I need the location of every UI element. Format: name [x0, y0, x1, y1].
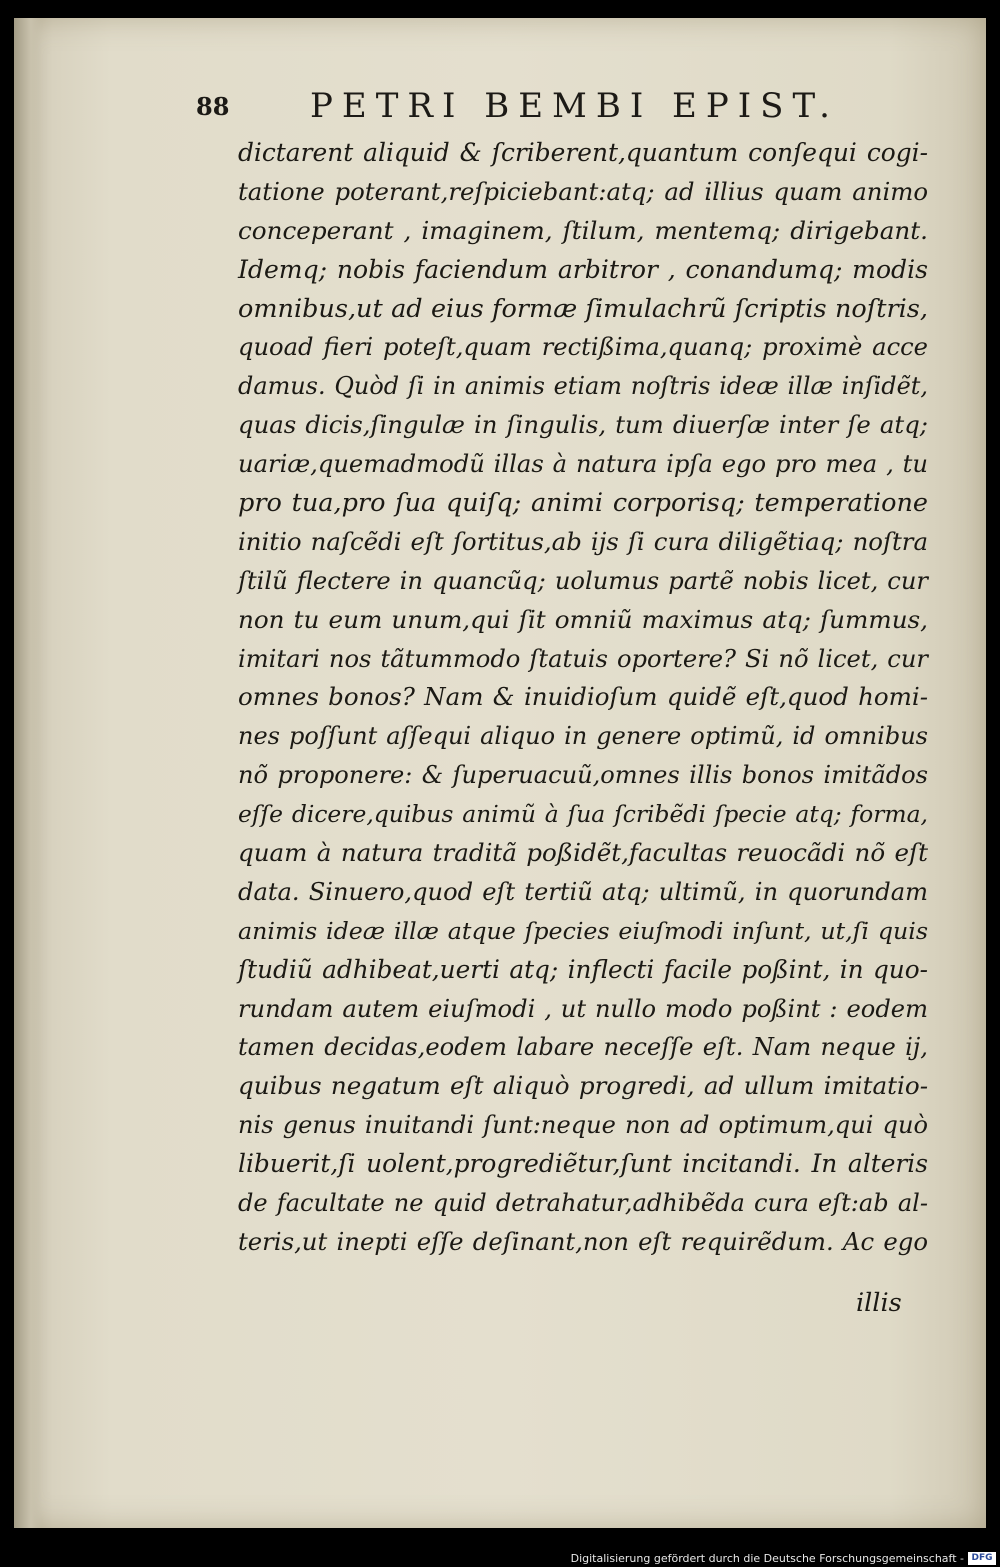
- text-line: non tu eum unum,qui ſit omniũ maximus atq; ſummus,: [238, 604, 928, 634]
- text-line: quoad fieri poteſt,quam rectißima,quanq; proximè acce: [238, 333, 928, 362]
- text-line: uariæ,quemadmodũ illas à natura ipſa ego pro mea , tu: [238, 450, 928, 479]
- text-line: dictarent aliquid & ſcriberent,quantum conſequi cogi-: [238, 138, 928, 167]
- text-line: omnes bonos? Nam & inuidioſum quidẽ eſt,quod homi-: [238, 682, 928, 712]
- text-line: ſtudiũ adhibeat,uerti atq; inflecti facile poßint, in quo-: [238, 954, 928, 984]
- text-line: quas dicis,ſingulæ in ſingulis, tum diuerſæ inter ſe atq;: [238, 410, 928, 440]
- text-line: tamen decidas,eodem labare neceſſe eſt. Nam neque ij,: [238, 1033, 928, 1062]
- catchword: illis: [856, 1288, 902, 1318]
- text-line: eſſe dicere,quibus animũ à ſua ſcribẽdi ſpecie atq; forma,: [238, 800, 928, 829]
- dfg-logo: DFG: [968, 1552, 996, 1565]
- text-line: nõ proponere: & ſuperuacuũ,omnes illis bonos imitãdos: [238, 761, 928, 790]
- text-line: conceperant , imaginem, ſtilum, mentemq; dirigebant.: [238, 215, 928, 245]
- text-line: de facultate ne quid detrahatur,adhibẽda cura eſt:ab al-: [238, 1189, 928, 1218]
- text-line: Idemq; nobis faciendum arbitror , conandumq; modis: [238, 254, 928, 284]
- text-line: animis ideæ illæ atque ſpecies eiuſmodi inſunt, ut,ſi quis: [238, 916, 928, 945]
- text-line: tatione poterant,reſpiciebant:atq; ad illius quam animo: [238, 176, 928, 206]
- text-line: quam à natura traditã poßidẽt,facultas reuocãdi nõ eſt: [238, 838, 928, 868]
- page-header: [196, 86, 839, 132]
- text-line: omnibus,ut ad eius formæ ſimulachrũ ſcriptis noſtris,: [238, 293, 928, 324]
- text-line: damus. Quòd ſi in animis etiam noſtris ideæ illæ inſidẽt,: [238, 372, 928, 401]
- text-line: teris,ut inepti eſſe deſinant,non eſt requirẽdum. Ac ego: [238, 1226, 928, 1256]
- text-line: initio naſcẽdi eſt ſortitus,ab ijs ſi cura diligẽtiaq; noſtra: [238, 526, 928, 556]
- running-head: PETRI BEMBI EPIST.: [310, 86, 839, 126]
- text-line: quibus negatum eſt aliquò progredi, ad ullum imitatio-: [238, 1071, 928, 1101]
- text-line: pro tua,pro ſua quiſq; animi corporisq; temperatione: [238, 488, 928, 519]
- text-line: imitari nos tãtummodo ſtatuis oportere? Si nõ licet, cur: [238, 644, 928, 673]
- text-line: nis genus inuitandi ſunt:neque non ad optimum,qui quò: [238, 1111, 928, 1140]
- text-line: rundam autem eiuſmodi , ut nullo modo poßint : eodem: [238, 994, 928, 1023]
- text-line: ſtilũ flectere in quancũq; uolumus partẽ nobis licet, cur: [238, 566, 928, 595]
- text-line: libuerit,ſi uolent,progrediẽtur,ſunt incitandi. In alteris: [238, 1149, 928, 1179]
- page-number: 88: [196, 92, 230, 121]
- text-line: nes poſſunt aſſequi aliquo in genere optimũ, id omnibus: [238, 722, 928, 751]
- text-line: data. Sinuero,quod eſt tertiũ atq; ultimũ, in quorundam: [238, 877, 928, 906]
- body-text: [238, 134, 928, 1262]
- digitization-credit: Digitalisierung gefördert durch die Deutsche Forschungsgemeinschaft -: [570, 1552, 964, 1565]
- page-gutter-shadow: [14, 18, 42, 1528]
